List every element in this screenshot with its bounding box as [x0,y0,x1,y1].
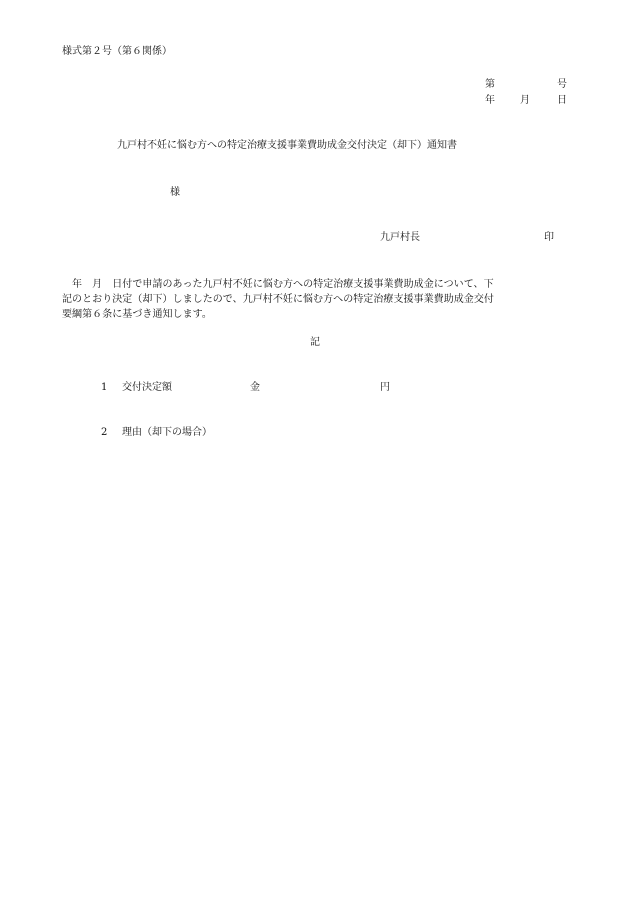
seal-mark: 印 [544,232,554,243]
amount-kin-label: 金 [250,382,260,393]
body-line: 年 月 日付で申請のあった九戸村不妊に悩む方への特定治療支援事業費助成金について、下 [62,279,494,290]
date-day: 日 [557,95,567,106]
item-label: 交付決定額 [122,382,172,393]
amount-yen-label: 円 [380,382,390,393]
item-label: 理由（却下の場合） [122,427,212,438]
body-text [62,277,568,322]
form-label: 様式第２号（第６関係） [62,46,172,57]
date-year: 年 [485,95,495,106]
body-line: 記のとおり決定（却下）しましたので、九戸村不妊に悩む方への特定治療支援事業費助成金交付 [62,294,494,305]
addressee-suffix: 様 [170,187,180,198]
body-line: 要綱第６条に基づき通知します。 [62,309,212,320]
item-number: 1 [101,382,108,393]
date-month: 月 [520,95,530,106]
document-number-label: 第 [485,79,495,90]
ki-heading: 記 [310,337,320,348]
item-number: 2 [101,427,108,438]
document-number-suffix: 号 [557,79,567,90]
document-title: 九戸村不妊に悩む方への特定治療支援事業費助成金交付決定（却下）通知書 [117,140,457,151]
issuer-name: 九戸村長 [380,232,420,243]
